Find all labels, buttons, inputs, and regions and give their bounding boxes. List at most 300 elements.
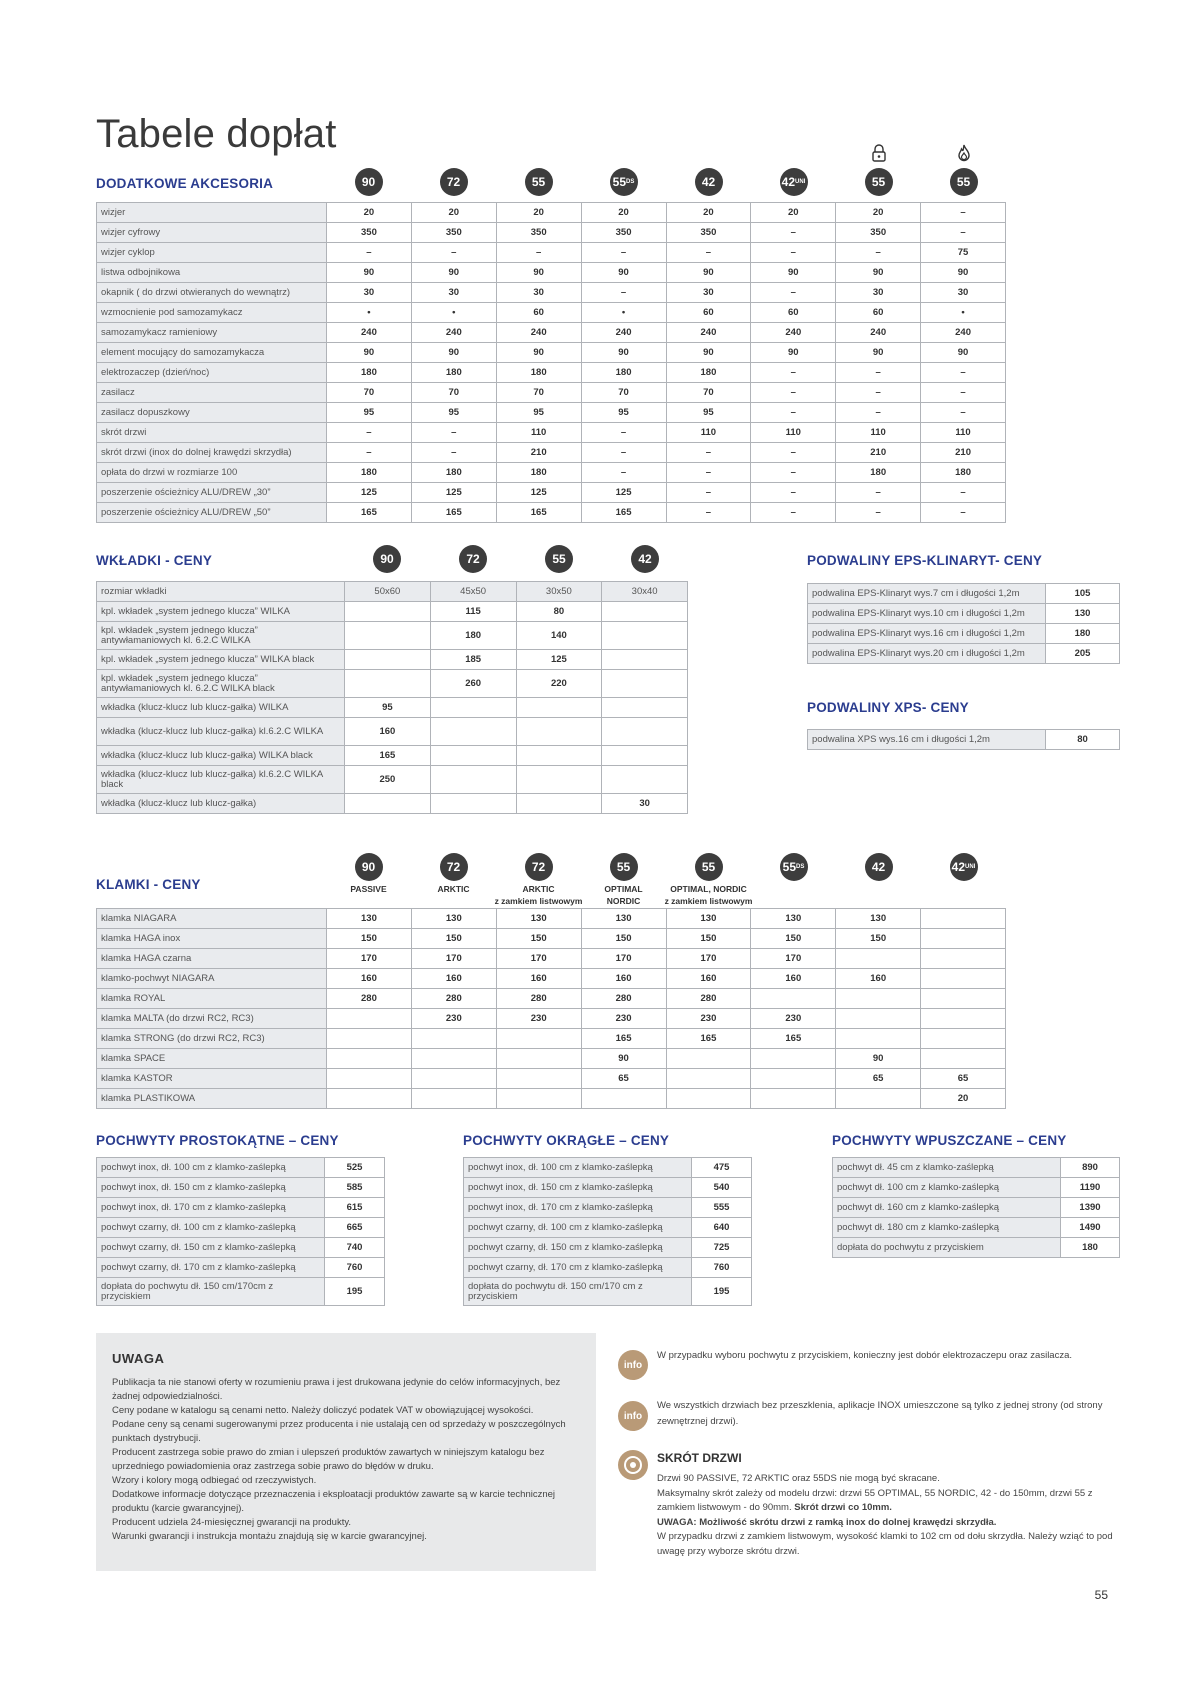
cell-value: 130 [411,909,496,929]
cell-value: 230 [581,1009,666,1029]
inserts-table [96,581,688,814]
table-row [97,423,1006,443]
cell-value: 555 [692,1198,752,1218]
cell-value [345,670,431,698]
size-value: 30x40 [602,582,688,602]
cell-value: 475 [692,1158,752,1178]
row-label: pochwyt inox, dł. 100 cm z klamko-zaślepką [97,1158,325,1178]
row-label: wizjer [97,203,327,223]
row-label: pochwyt dł. 160 cm z klamko-zaślepką [833,1198,1061,1218]
cell-value: 185 [430,650,516,670]
skrot-uwaga-text: Możliwość skrótu drzwi z ramką inox do dolnej krawędzi skrzydła. [699,1516,997,1528]
eps-table [807,583,1120,664]
cell-value: 165 [327,503,412,523]
table-row [97,343,1006,363]
cell-value: – [666,443,751,463]
badge-number: 55 [531,175,546,189]
cell-value: 350 [666,223,751,243]
table-row [97,718,688,746]
badge-number: 90 [361,175,376,189]
cell-value: 210 [921,443,1006,463]
cell-value [327,1069,412,1089]
skrot-line-2-text: Maksymalny skrót zależy od modelu drzwi: drzwi 55 OPTIMAL, 55 NORDIC, 42 - do 150mm, drzwi 55 z zamkiem listwowym - do 90mm. [657,1487,1093,1513]
cell-value: – [327,423,412,443]
cell-value: 150 [836,929,921,949]
row-label: podwalina XPS wys.16 cm i długości 1,2m [808,730,1046,750]
cell-value: 20 [666,203,751,223]
cell-value: 170 [666,949,751,969]
cell-value: – [751,463,836,483]
table-row [97,670,688,698]
cell-value: – [666,483,751,503]
cell-value [411,1069,496,1089]
column-badge [373,545,401,573]
cell-value: 240 [411,323,496,343]
cell-value: 105 [1046,584,1120,604]
size-value: 45x50 [430,582,516,602]
table-row [97,303,1006,323]
row-label: skrót drzwi (inox do dolnej krawędzi skrzydła) [97,443,327,463]
row-label: wkładka (klucz-klucz lub klucz-gałka) kl.6.2.C WILKA black [97,766,345,794]
row-label: wizjer cyklop [97,243,327,263]
table-row [97,1009,1006,1029]
cell-value: – [836,383,921,403]
table-row [833,1198,1120,1218]
row-label: skrót drzwi [97,423,327,443]
table-row [97,1049,1006,1069]
cell-value: 150 [666,929,751,949]
cell-value: 160 [751,969,836,989]
cell-value: – [581,423,666,443]
table-row [464,1218,752,1238]
info-icon: info [618,1350,648,1380]
row-label: pochwyt czarny, dł. 150 cm z klamko-zaślepką [97,1238,325,1258]
cell-value: 585 [325,1178,385,1198]
column-badge [355,168,383,196]
cell-value: • [581,303,666,323]
cell-value: – [581,243,666,263]
cell-value: • [411,303,496,323]
cell-value: – [921,383,1006,403]
cell-value [921,1029,1006,1049]
column-badge [459,545,487,573]
accessories-heading: DODATKOWE AKCESORIA [96,176,274,191]
cell-value: 95 [327,403,412,423]
cell-value: 180 [411,463,496,483]
cell-value: 170 [411,949,496,969]
cell-value: • [327,303,412,323]
row-label: kpl. wkładek „system jednego klucza” antywłamaniowych kl. 6.2.C WILKA [97,622,345,650]
table-row [97,766,688,794]
row-label: pochwyt inox, dł. 150 cm z klamko-zaślepką [97,1178,325,1198]
table-row [97,650,688,670]
uwaga-heading: UWAGA [112,1351,165,1366]
cell-value: 740 [325,1238,385,1258]
column-badge [610,168,638,196]
cell-value [516,698,602,718]
skrot-line-4: W przypadku drzwi z zamkiem listwowym, wysokość klamki to 102 cm od dołu skrzydła. Należy wziąć to pod uwagę przy wyborze skrótu drzwi. [657,1531,1113,1557]
badge-number: 55 [871,175,886,189]
table-row [97,1089,1006,1109]
table-row [833,1158,1120,1178]
row-label: pochwyt czarny, dł. 100 cm z klamko-zaślepką [464,1218,692,1238]
cell-value: 80 [516,602,602,622]
cell-value: 150 [581,929,666,949]
cell-value: 90 [411,263,496,283]
table-row [97,746,688,766]
cell-value: 195 [692,1278,752,1306]
skrot-heading: SKRÓT DRZWI [657,1451,742,1465]
cell-value: 240 [496,323,581,343]
cell-value [496,1069,581,1089]
row-label: klamko-pochwyt NIAGARA [97,969,327,989]
skrot-uwaga-label: UWAGA: [657,1516,697,1528]
cell-value: – [327,443,412,463]
cell-value: 240 [836,323,921,343]
row-label: pochwyt inox, dł. 100 cm z klamko-zaślepką [464,1158,692,1178]
cell-value [921,909,1006,929]
cell-value: 65 [581,1069,666,1089]
round-handles-table [463,1157,752,1306]
table-row [833,1238,1120,1258]
lock-icon [871,144,887,162]
cell-value: 90 [327,343,412,363]
cell-value [327,1029,412,1049]
cell-value [516,746,602,766]
cell-value [836,989,921,1009]
cell-value: 180 [496,463,581,483]
cell-value: 205 [1046,644,1120,664]
row-label: klamka KASTOR [97,1069,327,1089]
cell-value [921,929,1006,949]
cell-value: 280 [581,989,666,1009]
table-row [808,730,1120,750]
row-label: samozamykacz ramieniowy [97,323,327,343]
uwaga-box [96,1333,596,1571]
cell-value [666,1069,751,1089]
cell-value: 95 [345,698,431,718]
row-label: listwa odbojnikowa [97,263,327,283]
table-row [97,443,1006,463]
row-label: pochwyt czarny, dł. 170 cm z klamko-zaślepką [464,1258,692,1278]
column-caption: PASSIVE [350,884,387,894]
row-label: kpl. wkładek „system jednego klucza” WILKA [97,602,345,622]
table-row [97,283,1006,303]
cell-value: 180 [666,363,751,383]
cell-value [921,1009,1006,1029]
cell-value: 165 [345,746,431,766]
cell-value: 150 [751,929,836,949]
table-row [97,1238,385,1258]
cell-value: 125 [516,650,602,670]
cell-value: 90 [921,343,1006,363]
cell-value [921,989,1006,1009]
column-badge [525,853,553,881]
table-row [808,644,1120,664]
uwaga-paragraph: Podane ceny są cenami sugerowanymi przez producenta i nie ustalają cen od sprzedaży w poszczególnych punktach dystrybucji. [112,1419,566,1444]
cell-value: – [751,243,836,263]
cell-value: 70 [581,383,666,403]
cell-value: 180 [581,363,666,383]
cell-value: 30 [602,794,688,814]
table-row [97,794,688,814]
table-row [97,463,1006,483]
cell-value: – [921,483,1006,503]
row-label: pochwyt czarny, dł. 150 cm z klamko-zaślepką [464,1238,692,1258]
table-row [97,203,1006,223]
row-label: wkładka (klucz-klucz lub klucz-gałka) [97,794,345,814]
recessed-handles-heading: POCHWYTY WPUSZCZANE – CENY [832,1133,1067,1148]
cell-value [327,1009,412,1029]
cell-value: 180 [1046,624,1120,644]
cell-value: 90 [921,263,1006,283]
cell-value: 95 [581,403,666,423]
table-row [97,363,1006,383]
cell-value: 1490 [1061,1218,1120,1238]
cell-value [602,746,688,766]
cell-value: 170 [496,949,581,969]
row-label: wkładka (klucz-klucz lub klucz-gałka) WILKA black [97,746,345,766]
row-label: klamka STRONG (do drzwi RC2, RC3) [97,1029,327,1049]
row-label: kpl. wkładek „system jednego klucza” WILKA black [97,650,345,670]
row-label: klamka HAGA czarna [97,949,327,969]
cell-value [666,1049,751,1069]
cell-value: 160 [666,969,751,989]
badge-suffix: DS [626,179,635,185]
cell-value: 725 [692,1238,752,1258]
cell-value: – [751,483,836,503]
cell-value [581,1089,666,1109]
cell-value: 125 [411,483,496,503]
cell-value: 90 [496,343,581,363]
skrot-line-2-bold: Skrót drzwi co 10mm. [794,1502,892,1513]
table-row [97,1258,385,1278]
table-row [464,1178,752,1198]
cell-value: 90 [411,343,496,363]
badge-number: 55 [956,175,971,189]
uwaga-paragraph: Warunki gwarancji i instrukcja montażu znajdują się w karcie gwarancyjnej. [112,1531,427,1542]
cell-value: 70 [666,383,751,403]
badge-number: 55 [616,860,631,874]
row-label: kpl. wkładek „system jednego klucza” antywłamaniowych kl. 6.2.C WILKA black [97,670,345,698]
cell-value [430,766,516,794]
cell-value: – [327,243,412,263]
cell-value [345,622,431,650]
row-label: podwalina EPS-Klinaryt wys.10 cm i długości 1,2m [808,604,1046,624]
uwaga-paragraphs [112,1376,580,1544]
cell-value [751,1049,836,1069]
cell-value: – [751,363,836,383]
cell-value: 170 [751,949,836,969]
table-row [97,969,1006,989]
cell-value: – [751,443,836,463]
uwaga-paragraph: Wzory i kolory mogą odbiegać od rzeczywistych. [112,1475,317,1486]
cell-value [327,1049,412,1069]
cell-value: – [836,243,921,263]
cell-value: 165 [581,1029,666,1049]
table-row [833,1218,1120,1238]
table-row [97,929,1006,949]
cell-value: 240 [581,323,666,343]
cell-value: 240 [327,323,412,343]
cell-value: 350 [836,223,921,243]
cell-value: 180 [496,363,581,383]
cell-value: 615 [325,1198,385,1218]
cell-value [430,794,516,814]
ruler-icon [618,1450,648,1480]
cell-value: 90 [751,343,836,363]
cell-value: 160 [836,969,921,989]
note-inox-applications: We wszystkich drzwiach bez przeszklenia, aplikacje INOX umieszczone są tylko z jednej strony (od strony zewnętrznej drzwi). [657,1400,1103,1427]
row-label: wkładka (klucz-klucz lub klucz-gałka) WILKA [97,698,345,718]
table-row [833,1178,1120,1198]
table-row [464,1198,752,1218]
badge-number: 72 [531,860,546,874]
table-row [97,383,1006,403]
cell-value: 1390 [1061,1198,1120,1218]
cell-value [516,718,602,746]
cell-value: 210 [836,443,921,463]
column-badge [525,168,553,196]
cell-value: – [666,463,751,483]
row-label: pochwyt czarny, dł. 170 cm z klamko-zaślepką [97,1258,325,1278]
cell-value: 760 [692,1258,752,1278]
table-row [97,263,1006,283]
cell-value: 130 [751,909,836,929]
cell-value: – [411,423,496,443]
row-label: podwalina EPS-Klinaryt wys.7 cm i długości 1,2m [808,584,1046,604]
cell-value: 150 [496,929,581,949]
table-row [97,909,1006,929]
cell-value: 195 [325,1278,385,1306]
row-label: klamka SPACE [97,1049,327,1069]
cell-value: 180 [411,363,496,383]
table-row [97,503,1006,523]
cell-value: 90 [836,1049,921,1069]
cell-value: 20 [581,203,666,223]
cell-value: 90 [836,263,921,283]
column-badge [545,545,573,573]
cell-value [921,969,1006,989]
row-label: dopłata do pochwytu dł. 150 cm/170cm z przyciskiem [97,1278,325,1306]
cell-value: – [836,483,921,503]
table-row [464,1278,752,1306]
cell-value: 90 [666,263,751,283]
cell-value: 20 [751,203,836,223]
cell-value: 110 [836,423,921,443]
cell-value [836,1029,921,1049]
cell-value: 125 [327,483,412,503]
row-label: zasilacz dopuszkowy [97,403,327,423]
badge-number: 42 [951,860,965,874]
cell-value [602,622,688,650]
cell-value: 160 [581,969,666,989]
row-label: elektrozaczep (dzień/noc) [97,363,327,383]
row-label: wkładka (klucz-klucz lub klucz-gałka) kl.6.2.C WILKA [97,718,345,746]
cell-value: – [411,243,496,263]
cell-value: 165 [751,1029,836,1049]
column-badge [355,853,383,881]
table-row [97,622,688,650]
cell-value: 540 [692,1178,752,1198]
eps-heading: PODWALINY EPS-KLINARYT- CENY [807,553,1043,568]
row-label: podwalina EPS-Klinaryt wys.16 cm i długości 1,2m [808,624,1046,644]
cell-value: 890 [1061,1158,1120,1178]
cell-value: 130 [327,909,412,929]
cell-value [430,698,516,718]
cell-value: – [581,283,666,303]
table-row [464,1258,752,1278]
cell-value [411,1049,496,1069]
cell-value: 20 [411,203,496,223]
table-row [97,989,1006,1009]
cell-value: 640 [692,1218,752,1238]
cell-value: – [751,383,836,403]
cell-value: 30 [496,283,581,303]
cell-value: 165 [411,503,496,523]
cell-value: 250 [345,766,431,794]
row-label: wizjer cyfrowy [97,223,327,243]
column-badge [865,168,893,196]
cell-value: 240 [751,323,836,343]
cell-value: 230 [666,1009,751,1029]
badge-suffix: DS [796,864,805,870]
cell-value: 260 [430,670,516,698]
cell-value: 95 [666,403,751,423]
cell-value: 30 [411,283,496,303]
cell-value: 1190 [1061,1178,1120,1198]
cell-value: 125 [581,483,666,503]
rect-handles-table [96,1157,385,1306]
row-label: wzmocnienie pod samozamykacz [97,303,327,323]
badge-number: 90 [361,860,376,874]
cell-value: – [836,503,921,523]
row-label: podwalina EPS-Klinaryt wys.20 cm i długości 1,2m [808,644,1046,664]
row-label: klamka HAGA inox [97,929,327,949]
cell-value: – [921,363,1006,383]
cell-value: 110 [921,423,1006,443]
cell-value: 280 [411,989,496,1009]
cell-value: 70 [327,383,412,403]
cell-value: – [921,403,1006,423]
cell-value: 180 [921,463,1006,483]
cell-value: – [581,463,666,483]
column-badge [950,853,978,881]
cell-value: 760 [325,1258,385,1278]
cell-value: 280 [327,989,412,1009]
column-badge [440,168,468,196]
cell-value [345,794,431,814]
page-title: Tabele dopłat [96,112,337,156]
cell-value [602,670,688,698]
cell-value: 180 [327,463,412,483]
handles-heading: KLAMKI - CENY [96,877,201,892]
uwaga-paragraph: Producent zastrzega sobie prawo do zmian i ulepszeń produktów zawartych w niniejszym katalogu bez uprzedniego powiadomienia oraz zastrzega sobie prawo do błędów w druku. [112,1447,545,1472]
table-row [97,1218,385,1238]
cell-value: 20 [921,1089,1006,1109]
cell-value: 95 [496,403,581,423]
cell-value: 165 [496,503,581,523]
row-label: element mocujący do samozamykacza [97,343,327,363]
cell-value: 165 [581,503,666,523]
badge-number: 42 [638,552,652,566]
skrot-line-1: Drzwi 90 PASSIVE, 72 ARKTIC oraz 55DS nie mogą być skracane. [657,1473,940,1484]
cell-value: 130 [1046,604,1120,624]
row-label: rozmiar wkładki [97,582,345,602]
cell-value: 110 [666,423,751,443]
table-row [97,698,688,718]
size-value: 30x50 [516,582,602,602]
